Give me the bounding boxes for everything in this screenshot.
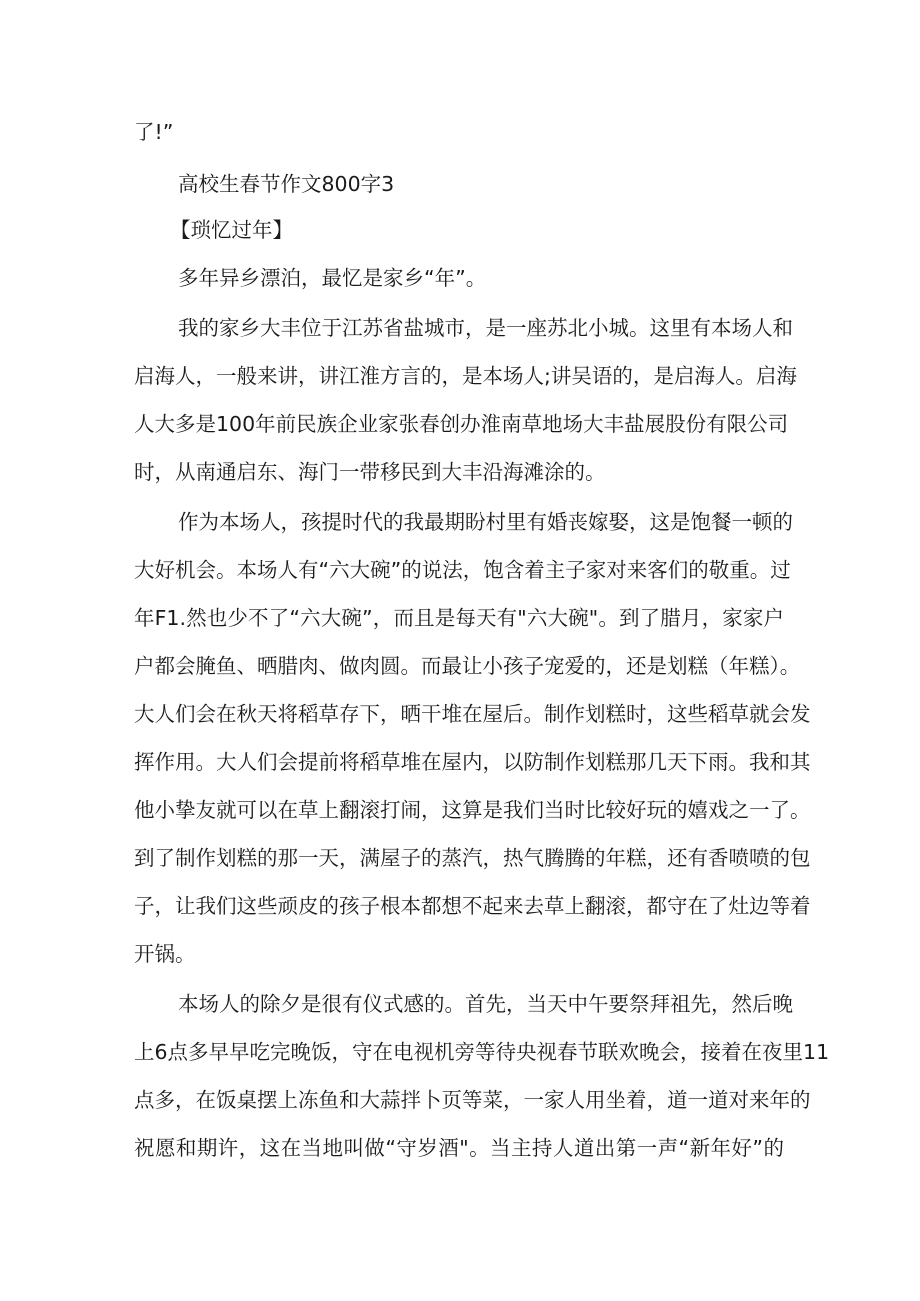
essay-title: 高校生春节作文800字3 xyxy=(178,172,395,196)
paragraph-line: 大好机会。本场人有“六大碗”的说法，饱含着主子家对来客们的敬重。过 xyxy=(134,558,791,582)
paragraph-line: 作为本场人，孩提时代的我最期盼村里有婚丧嫁娶，这是饱餐一顿的 xyxy=(178,510,793,534)
paragraph-line: 祝愿和期许，这在当地叫做“守岁酒"。当主持人道出第一声“新年好”的 xyxy=(134,1136,784,1160)
paragraph-line: 到了制作划糕的那一天，满屋子的蒸汽，热气腾腾的年糕，还有香喷喷的包 xyxy=(134,846,811,870)
paragraph-line: 挥作用。大人们会提前将稻草堆在屋内，以防制作划糕那几天下雨。我和其 xyxy=(134,750,811,774)
section-heading: 【琐忆过年】 xyxy=(170,218,293,242)
text-line: 多年异乡漂泊，最忆是家乡“年”。 xyxy=(178,266,487,290)
paragraph-line: 时，从南通启东、海门一带移民到大丰沿海滩涂的。 xyxy=(134,460,606,484)
paragraph-line: 启海人，一般来讲，讲江淮方言的，是本场人;讲吴语的，是启海人。启海 xyxy=(134,364,797,388)
paragraph-line: 人大多是100年前民族企业家张春创办淮南草地场大丰盐展股份有限公司 xyxy=(134,412,789,436)
paragraph-line: 上6点多早早吃完晚饭，守在电视机旁等待央视春节联欢晚会，接着在夜里11 xyxy=(134,1040,830,1064)
paragraph-line: 他小挚友就可以在草上翻滚打闹，这算是我们当时比较好玩的嬉戏之一了。 xyxy=(134,798,811,822)
paragraph-line: 点多，在饭桌摆上冻鱼和大蒜拌卜页等菜，一家人用坐着，道一道对来年的 xyxy=(134,1088,811,1112)
paragraph-line: 开锅。 xyxy=(134,942,196,966)
text-line: 了!” xyxy=(134,120,174,144)
paragraph-line: 大人们会在秋天将稻草存下，晒干堆在屋后。制作划糕时，这些稻草就会发 xyxy=(134,702,811,726)
paragraph-line: 年F1.然也少不了“六大碗”，而且是每天有"六大碗"。到了腊月，家家户 xyxy=(134,606,784,630)
paragraph-line: 我的家乡大丰位于江苏省盐城市，是一座苏北小城。这里有本场人和 xyxy=(178,316,793,340)
paragraph-line: 子，让我们这些顽皮的孩子根本都想不起来去草上翻滚，都守在了灶边等着 xyxy=(134,894,811,918)
paragraph-line: 本场人的除夕是很有仪式感的。首先，当天中午要祭拜祖先，然后晚 xyxy=(178,992,793,1016)
paragraph-line: 户都会腌鱼、晒腊肉、做肉圆。而最让小孩子宠爱的，还是划糕（年糕）。 xyxy=(134,654,801,678)
